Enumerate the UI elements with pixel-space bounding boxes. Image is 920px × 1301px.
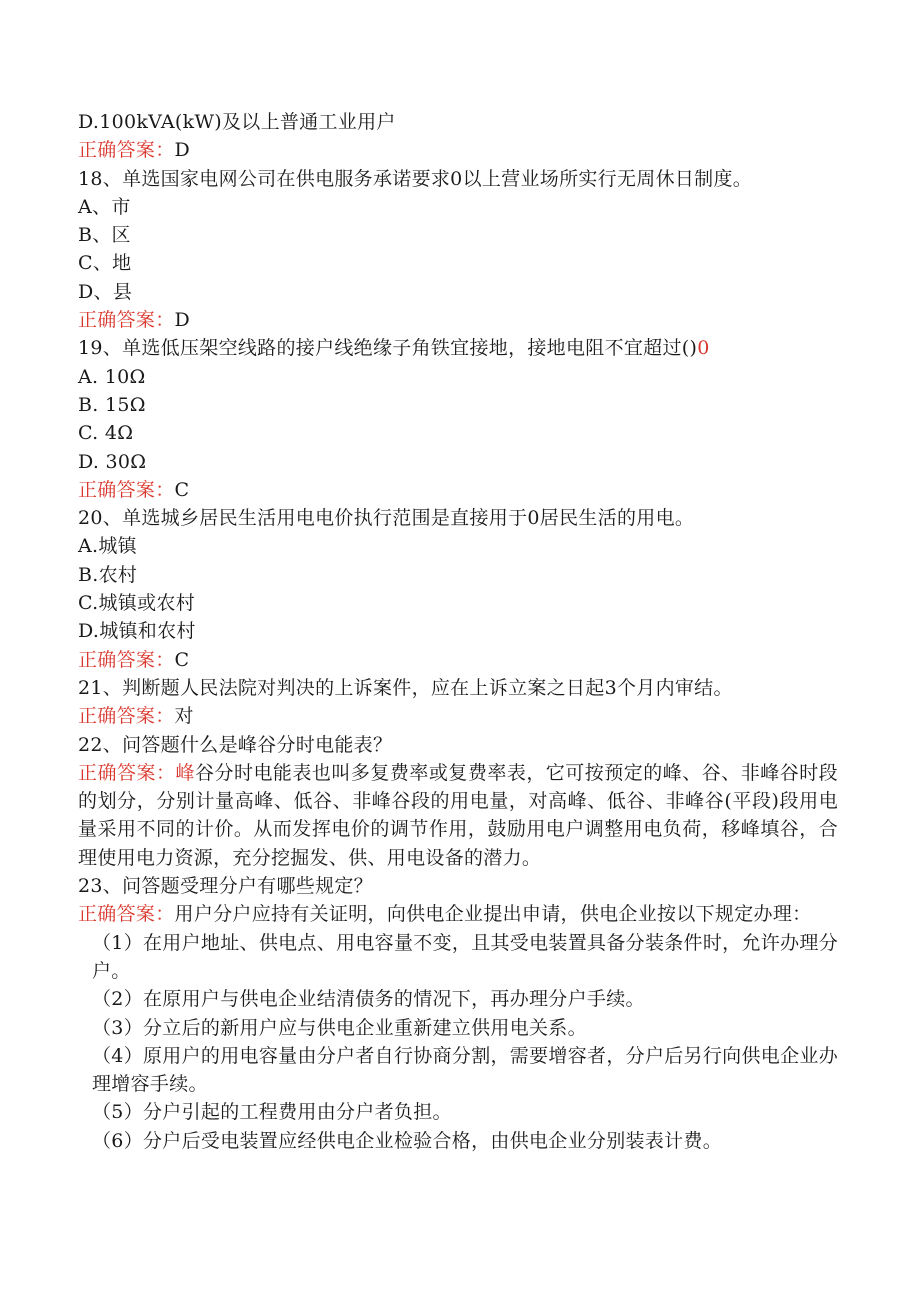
answer-value: D bbox=[174, 139, 191, 162]
q20-option-c: C.城镇或农村 bbox=[78, 592, 196, 615]
q21-question: 21、判断题人民法院对判决的上诉案件，应在上诉立案之日起3个月内审结。 bbox=[78, 676, 733, 699]
q20-answer bbox=[78, 646, 838, 674]
answer-label: 正确答案： bbox=[78, 139, 175, 162]
q19-option-c: C. 4Ω bbox=[78, 422, 134, 445]
q21-answer bbox=[78, 702, 838, 730]
q19-answer bbox=[78, 476, 838, 504]
q23-rule-3: （3）分立后的新用户应与供电企业重新建立供用电关系。 bbox=[92, 1016, 587, 1039]
q19-question-tail: 0 bbox=[697, 337, 710, 360]
q18-question: 18、单选国家电网公司在供电服务承诺要求0以上营业场所实行无周休日制度。 bbox=[78, 167, 753, 190]
q20-option-a: A.城镇 bbox=[78, 535, 137, 558]
answer-value: 对 bbox=[174, 705, 194, 728]
q23-answer bbox=[78, 900, 838, 928]
q20-question: 20、单选城乡居民生活用电电价执行范围是直接用于0居民生活的用电。 bbox=[78, 507, 695, 530]
answer-label: 正确答案： bbox=[78, 903, 175, 926]
answer-label: 正确答案： bbox=[78, 761, 176, 784]
q19-question-text: 19、单选低压架空线路的接户线绝缘子角铁宜接地，接地电阻不宜超过() bbox=[78, 337, 698, 360]
q23-rule-4: （4）原用户的用电容量由分户者自行协商分割，需要增容者，分户后另行向供电企业办理增容手续。 bbox=[92, 1044, 838, 1096]
q23-question: 23、问答题受理分户有哪些规定？ bbox=[78, 875, 373, 898]
q19-option-a: A. 10Ω bbox=[78, 365, 146, 388]
answer-label: 正确答案： bbox=[78, 478, 175, 501]
q19-option-d: D. 30Ω bbox=[78, 450, 147, 473]
document-page bbox=[78, 108, 838, 1155]
q22-answer-first-word: 峰 bbox=[175, 761, 195, 784]
q22-question: 22、问答题什么是峰谷分时电能表？ bbox=[78, 733, 393, 756]
answer-value: D bbox=[174, 309, 191, 332]
q19-option-b: B. 15Ω bbox=[78, 393, 146, 416]
q18-answer bbox=[78, 306, 838, 334]
q17-option-d: D.100kVA(kW)及以上普通工业用户 bbox=[78, 111, 396, 133]
answer-label: 正确答案： bbox=[78, 309, 175, 332]
q20-option-d: D.城镇和农村 bbox=[78, 620, 196, 643]
q19-question bbox=[78, 334, 838, 362]
q23-rule-6: （6）分户后受电装置应经供电企业检验合格，由供电企业分别装表计费。 bbox=[92, 1129, 722, 1152]
q18-option-b: B、区 bbox=[78, 224, 131, 247]
q22-answer-text-rest: 时段的划分，分别计量高峰、低谷、非峰谷段的用电量，对高峰、低谷、非峰谷(平段)段用电量采用不同的计价。从而发挥电价的调节作用，鼓励用电户调整用电负荷，移峰填谷，合理使用电力资源，充分挖掘发、供、用电设备的潜力。 bbox=[78, 761, 838, 869]
q22-answer-text-line1: 谷分时电能表也叫多复费率或复费率表，它可按预定的峰、谷、非峰谷 bbox=[194, 761, 800, 784]
q18-option-a: A、市 bbox=[78, 195, 131, 218]
q23-rule-1: （1）在用户地址、供电点、用电容量不变，且其受电装置具备分装条件时，允许办理分户。 bbox=[92, 931, 838, 982]
q22-answer bbox=[78, 759, 838, 872]
answer-label: 正确答案： bbox=[78, 648, 175, 671]
q20-option-b: B.农村 bbox=[78, 563, 138, 586]
q18-option-d: D、县 bbox=[78, 280, 133, 303]
q23-rule-2: （2）在原用户与供电企业结清债务的情况下，再办理分户手续。 bbox=[92, 988, 645, 1011]
q18-option-c: C、地 bbox=[78, 252, 132, 275]
answer-value: C bbox=[174, 478, 190, 501]
q23-answer-intro: 用户分户应持有关证明，向供电企业提出申请，供电企业按以下规定办理： bbox=[174, 903, 812, 926]
q17-answer bbox=[78, 136, 838, 164]
answer-value: C bbox=[174, 648, 190, 671]
answer-label: 正确答案： bbox=[78, 705, 175, 728]
q23-rule-5: （5）分户引起的工程费用由分户者负担。 bbox=[92, 1101, 452, 1124]
